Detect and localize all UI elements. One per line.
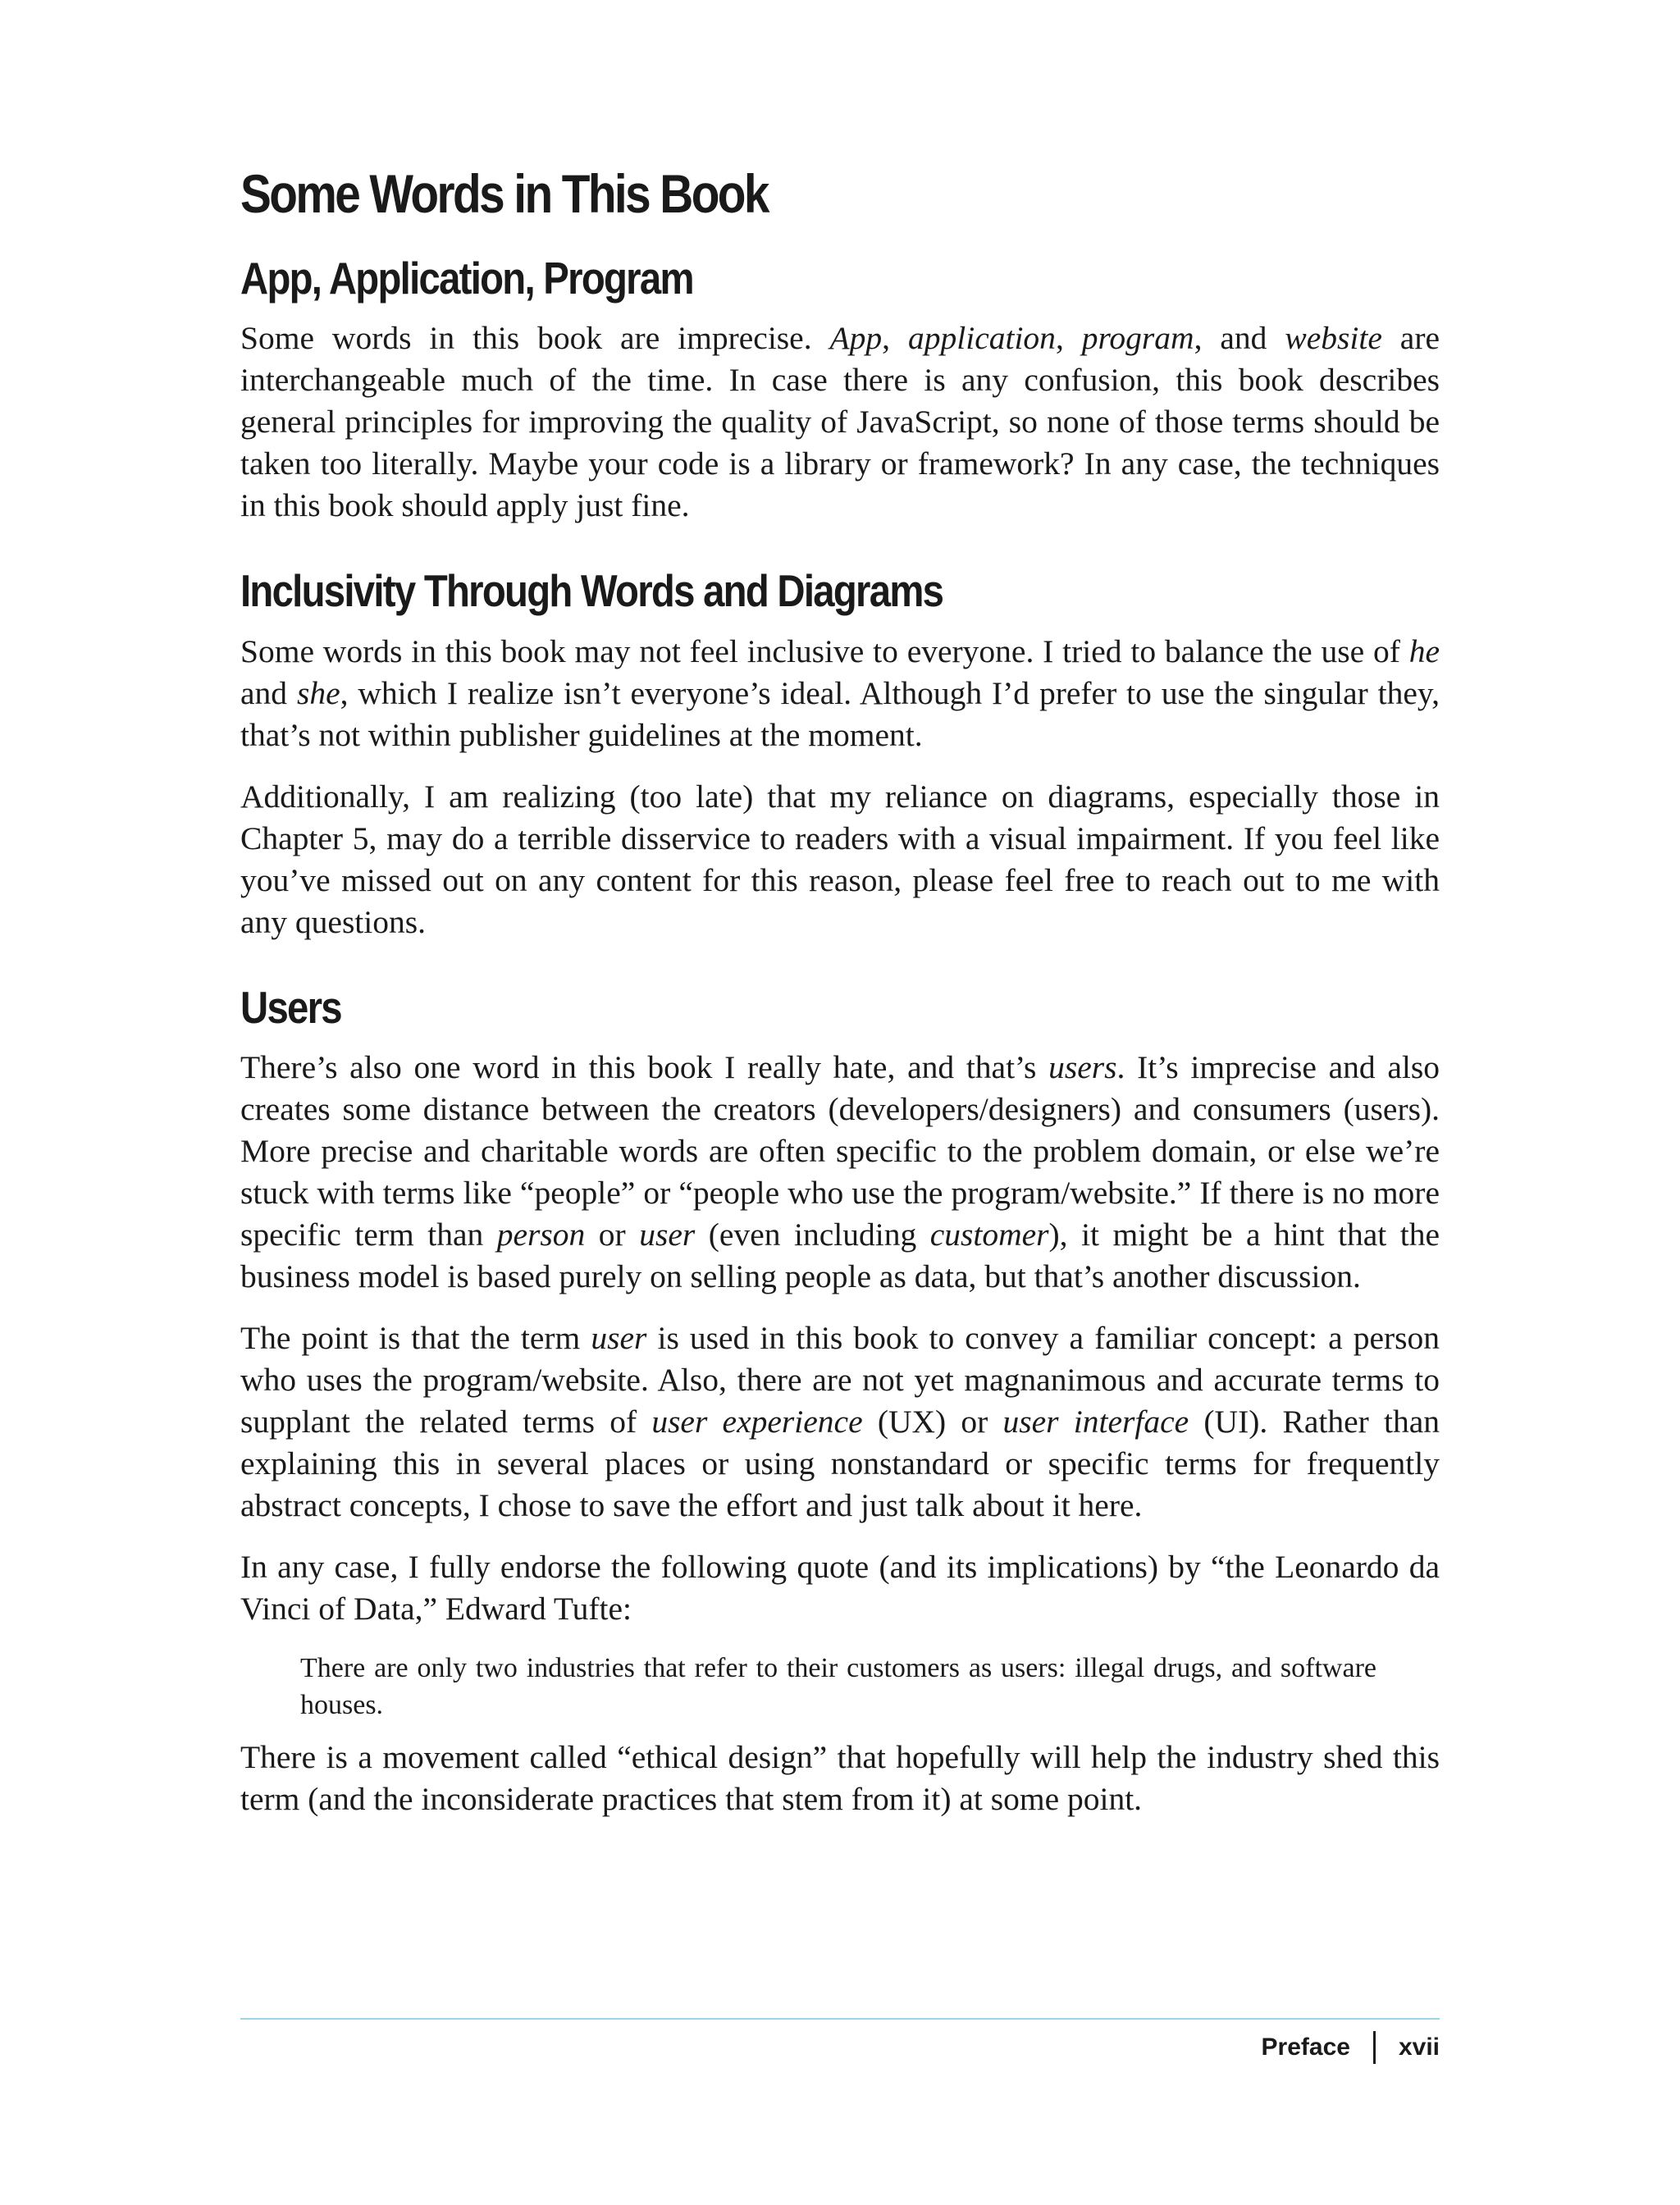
footer-rule [240, 2018, 1440, 2020]
footer-section-label: Preface [1261, 2034, 1350, 2061]
emphasis: user experience [651, 1404, 863, 1440]
emphasis: program [1081, 320, 1194, 357]
section-title-app: App, Application, Program [240, 252, 693, 304]
section-title-inclusivity: Inclusivity Through Words and Diagrams [240, 565, 943, 617]
paragraph: There is a movement called “ethical design” that hopefully will help the industry shed this term (and the inconsiderate practices that stem from it) at some point. [240, 1739, 1440, 1818]
paragraph: Additionally, I am realizing (too late) that my reliance on diagrams, especially those in Chapter 5, may do a terrible disservice to readers with a visual impairment. If you feel like you’ve missed out on any content for this reason, please feel free to reach out to me with any questions. [240, 778, 1440, 940]
emphasis: user [639, 1217, 696, 1253]
page-footer [1262, 2031, 1440, 2064]
page-content [240, 164, 1440, 1840]
emphasis: he [1408, 632, 1440, 669]
emphasis: user [591, 1320, 647, 1357]
footer-separator [1373, 2031, 1376, 2064]
emphasis: users [1048, 1049, 1117, 1086]
emphasis: she [296, 674, 340, 711]
emphasis: user interface [1002, 1404, 1189, 1440]
tufte-quote: There are only two industries that refer to their customers as users: illegal drugs, and software houses. [300, 1653, 1376, 1721]
paragraph: There’s also one word in this book I really hate, and that’s users. It’s imprecise and also creates some distance between the creators (developers/designers) and consumers (users). More precise and charitable words are often specific to the problem domain, or else we’re stuck with terms like “people” or “people who use the program/website.” If there is no more specific term than person or user (even including customer), it might be a hint that the business model is based purely on selling people as data, but that’s another discussion. [240, 1049, 1440, 1295]
emphasis: person [496, 1217, 586, 1253]
section-title-users: Users [240, 981, 341, 1033]
paragraph: The point is that the term user is used in this book to convey a familiar concept: a person who uses the program/website. Also, there are not yet magnanimous and accurate terms to supplant the related terms of user experience (UX) or user interface (UI). Rather than explaining this in several places or using nonstandard or specific terms for frequently abstract concepts, I chose to save the effort and just talk about it here. [240, 1320, 1440, 1524]
paragraph: Some words in this book are imprecise. App, application, program, and website are interchangeable much of the time. In case there is any confusion, this book describes general principles for improving the quality of JavaScript, so none of those terms should be taken too literally. Maybe your code is a library or framework? In any case, the techniques in this book should apply just fine. [240, 320, 1440, 524]
emphasis: App [829, 320, 883, 357]
page-title: Some Words in This Book [240, 163, 768, 224]
paragraph: Some words in this book may not feel inclusive to everyone. I tried to balance the use of he and she, which I realize isn’t everyone’s ideal. Although I’d prefer to use the singular they, that’s not within publisher guidelines at the moment. [240, 632, 1440, 753]
emphasis: application [908, 320, 1056, 357]
paragraph: In any case, I fully endorse the following quote (and its implications) by “the Leonardo da Vinci of Data,” Edward Tufte: [240, 1549, 1440, 1628]
emphasis: customer [929, 1217, 1049, 1253]
emphasis: website [1285, 320, 1382, 357]
page-number: xvii [1398, 2034, 1440, 2061]
